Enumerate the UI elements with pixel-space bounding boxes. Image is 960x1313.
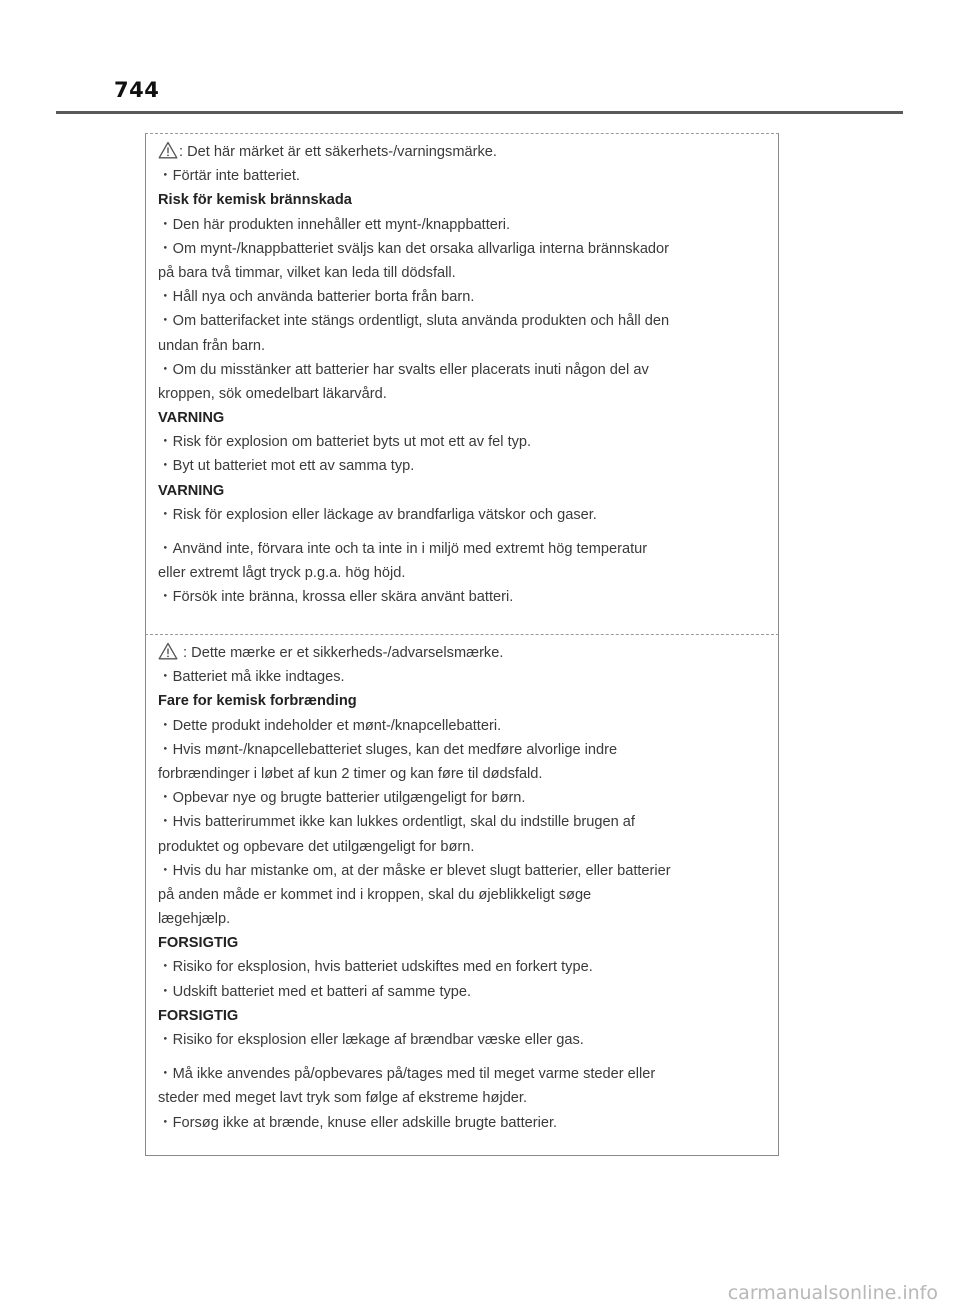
danish-text-line: ・Risiko for eksplosion eller lækage af brændbar væske eller gas. bbox=[158, 1032, 584, 1048]
swedish-text-line: på bara två timmar, vilket kan leda till dödsfall. bbox=[158, 264, 456, 281]
swedish-text-line: ・Om batterifacket inte stängs ordentligt, sluta använda produkten och håll den bbox=[158, 313, 670, 330]
swedish-text-line: ・Förtär inte batteriet. bbox=[158, 168, 300, 185]
danish-heading: FORSIGTIG bbox=[158, 1007, 239, 1024]
swedish-heading: VARNING bbox=[158, 482, 225, 499]
swedish-heading: Risk för kemisk brännskada bbox=[158, 192, 352, 209]
header-rule bbox=[56, 111, 903, 114]
swedish-text-line: ・Använd inte, förvara inte och ta inte in i miljö med extremt hög temperatur bbox=[158, 541, 648, 557]
page-number: 744 bbox=[114, 78, 160, 102]
danish-text-line: ・Hvis mønt-/knapcellebatteriet sluges, kan det medføre alvorlige indre bbox=[158, 741, 618, 758]
danish-text-line: ・Må ikke anvendes på/opbevares på/tages med til meget varme steder eller bbox=[158, 1066, 656, 1083]
warning-triangle-icon bbox=[158, 141, 178, 159]
swedish-text-line: ・Håll nya och använda batterier borta från barn. bbox=[158, 289, 475, 306]
watermark: carmanualsonline.info bbox=[727, 1282, 938, 1304]
swedish-symbol-text: : Det här märket är ett säkerhets-/varningsmärke. bbox=[179, 144, 497, 160]
swedish-text-line: ・Risk för explosion om batteriet byts ut mot ett av fel typ. bbox=[158, 434, 532, 451]
swedish-text-line: ・Om mynt-/knappbatteriet sväljs kan det orsaka allvarliga interna brännskador bbox=[158, 240, 670, 257]
danish-text-line: ・Risiko for eksplosion, hvis batteriet udskiftes med en forkert type. bbox=[158, 959, 593, 976]
danish-text-line: produktet og opbevare det utilgængeligt for børn. bbox=[158, 838, 475, 855]
swedish-text-line: ・Risk för explosion eller läckage av brandfarliga vätskor och gaser. bbox=[158, 506, 597, 523]
swedish-text-line: eller extremt lågt tryck p.g.a. hög höjd. bbox=[158, 565, 406, 582]
danish-text-line: ・Hvis du har mistanke om, at der måske er blevet slugt batterier, eller batterier bbox=[158, 862, 671, 879]
swedish-text-line: ・Den här produkten innehåller ett mynt-/knappbatteri. bbox=[158, 216, 511, 233]
swedish-text-line: ・Om du misstänker att batterier har svalts eller placerats inuti någon del av bbox=[158, 361, 649, 378]
danish-text-line: ・Dette produkt indeholder et mønt-/knapcellebatteri. bbox=[158, 717, 502, 734]
danish-lines bbox=[158, 665, 778, 1135]
swedish-text-line: ・Försök inte bränna, krossa eller skära använt batteri. bbox=[158, 589, 514, 606]
danish-warning-box bbox=[145, 634, 779, 1156]
warning-triangle-icon bbox=[158, 642, 178, 660]
danish-heading: Fare for kemisk forbrænding bbox=[158, 693, 357, 710]
danish-text-line: ・Forsøg ikke at brænde, knuse eller adskille brugte batterier. bbox=[158, 1114, 558, 1131]
danish-symbol-line bbox=[158, 641, 778, 665]
swedish-lines bbox=[158, 164, 778, 609]
danish-heading: FORSIGTIG bbox=[158, 935, 239, 952]
danish-text-line: ・Batteriet må ikke indtages. bbox=[158, 669, 345, 686]
danish-text-line: ・Opbevar nye og brugte batterier utilgængeligt for børn. bbox=[158, 790, 526, 807]
swedish-text-line: ・Byt ut batteriet mot ett av samma typ. bbox=[158, 458, 415, 475]
danish-symbol-text: : Dette mærke er et sikkerheds-/advarselsmærke. bbox=[179, 645, 504, 661]
swedish-spacer bbox=[158, 527, 778, 537]
danish-text-line: forbrændinger i løbet af kun 2 timer og kan føre til dødsfald. bbox=[158, 765, 543, 782]
danish-spacer bbox=[158, 1052, 778, 1062]
swedish-heading: VARNING bbox=[158, 410, 225, 427]
swedish-warning-box bbox=[145, 133, 779, 634]
swedish-text-line: undan från barn. bbox=[158, 337, 266, 354]
danish-text-line: ・Udskift batteriet med et batteri af samme type. bbox=[158, 983, 472, 1000]
danish-text-line: på anden måde er kommet ind i kroppen, skal du øjeblikkeligt søge bbox=[158, 886, 592, 903]
swedish-symbol-line bbox=[158, 140, 778, 164]
danish-text-line: steder med meget lavt tryk som følge af ekstreme højder. bbox=[158, 1090, 528, 1107]
swedish-text-line: kroppen, sök omedelbart läkarvård. bbox=[158, 385, 387, 402]
danish-text-line: ・Hvis batterirummet ikke kan lukkes ordentligt, skal du indstille brugen af bbox=[158, 814, 635, 831]
danish-text-line: lægehjælp. bbox=[158, 911, 231, 928]
